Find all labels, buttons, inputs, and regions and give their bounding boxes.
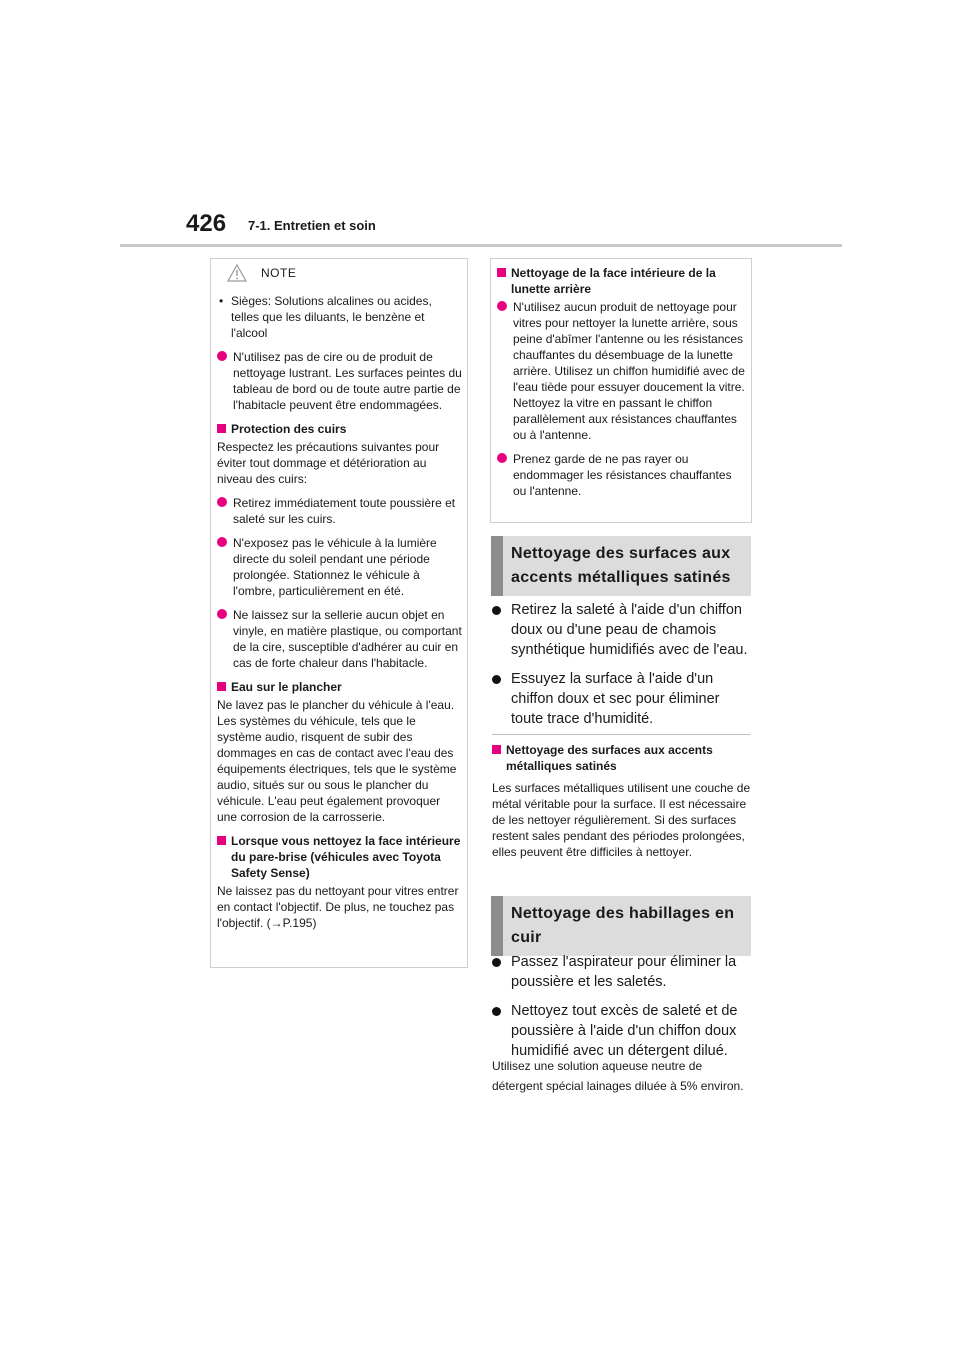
square-bullet-icon xyxy=(492,745,501,754)
note-subheading xyxy=(217,679,463,695)
list-item xyxy=(492,952,754,992)
satin-steps-list xyxy=(492,600,754,738)
list-item xyxy=(492,1001,754,1061)
satin-info-block xyxy=(492,742,752,860)
item-text: Sièges: Solutions alcalines ou acides, telles que les diluants, le benzène et l'alcool xyxy=(231,294,432,340)
circle-bullet-icon xyxy=(217,351,227,361)
step-text: Passez l'aspirateur pour éliminer la poussière et les saletés. xyxy=(511,954,737,990)
dash-bullet-icon: • xyxy=(219,294,224,308)
leather-note: Utilisez une solution aqueuse neutre de détergent spécial lainages diluée à 5% environ. xyxy=(492,1059,744,1093)
list-item xyxy=(492,669,754,729)
item-text: Retirez immédiatement toute poussière et saleté sur les cuirs. xyxy=(233,496,456,526)
note-subheading xyxy=(217,421,463,437)
subheading-text: Lorsque vous nettoyez la face intérieure du pare-brise (véhicules avec Toyota Safety Sense) xyxy=(231,834,461,880)
square-bullet-icon xyxy=(497,268,506,277)
note-paragraph: Ne lavez pas le plancher du véhicule à l'eau. Les systèmes du véhicule, tels que le système audio, risquent de subir des dommages en cas de contact avec l'eau des équipements électriques, tels que le système audio, situés sur ou sous le plancher du véhicule. L'eau peut également provoquer une corrosion de la carrosserie. xyxy=(217,698,457,824)
circle-bullet-icon xyxy=(217,497,227,507)
info-heading xyxy=(492,742,752,774)
note-subheading xyxy=(217,833,463,881)
step-text: Nettoyez tout excès de saleté et de poussière à l'aide d'un chiffon doux humidifié avec un détergent dilué. xyxy=(511,1003,738,1059)
subheading-text: Protection des cuirs xyxy=(231,422,347,436)
note-paragraph: Ne laissez pas du nettoyant pour vitres entrer en contact l'objectif. De plus, ne touchez pas l'objectif. (→P.195) xyxy=(217,884,459,930)
item-text: Ne laissez sur la sellerie aucun objet en vinyle, en matière plastique, ou comportant de la cire, susceptible d'adhérer au cuir en cas de forte chaleur dans l'habitacle. xyxy=(233,608,462,670)
note-bullet-item xyxy=(217,607,463,671)
item-text: N'utilisez aucun produit de nettoyage pour vitres pour nettoyer la lunette arrière, sous peine d'abîmer l'antenne ou les résistances chauffantes du désembuage de la lunette arrière. Utilisez un chiffon humidifié avec de l'eau tiède pour essuyer doucement la vitre. Nettoyez la vitre en passant le chiffon parallèlement aux résistances chauffantes ou à l'antenne. xyxy=(513,300,745,442)
square-bullet-icon xyxy=(217,682,226,691)
list-item xyxy=(492,600,754,660)
note-bullet-item xyxy=(217,495,463,527)
step-text: Essuyez la surface à l'aide d'un chiffon doux et sec pour éliminer toute trace d'humidité. xyxy=(511,671,720,727)
note-header xyxy=(211,259,467,287)
rear-window-note-content xyxy=(497,265,747,507)
square-bullet-icon xyxy=(217,424,226,433)
note-content xyxy=(217,293,463,939)
bullet-icon xyxy=(492,675,501,684)
item-text: Prenez garde de ne pas rayer ou endommager les résistances chauffantes ou l'antenne. xyxy=(513,452,732,498)
info-heading-text: Nettoyage des surfaces aux accents métalliques satinés xyxy=(506,743,713,773)
circle-bullet-icon xyxy=(497,453,507,463)
header-rule xyxy=(120,244,842,247)
circle-bullet-icon xyxy=(217,609,227,619)
bullet-icon xyxy=(492,958,501,967)
note-subheading xyxy=(497,265,747,297)
note-label: NOTE xyxy=(261,266,297,280)
section-title: 7-1. Entretien et soin xyxy=(248,218,376,233)
divider xyxy=(492,734,750,735)
subheading-text: Nettoyage de la face intérieure de la lunette arrière xyxy=(511,266,716,296)
note-bullet-item xyxy=(217,535,463,599)
note-paragraph: Respectez les précautions suivantes pour éviter tout dommage et détérioration au niveau des cuirs: xyxy=(217,440,440,486)
circle-bullet-icon xyxy=(217,537,227,547)
info-text: Les surfaces métalliques utilisent une couche de métal véritable pour la surface. Il est nécessaire de les nettoyer régulièrement. Si des surfaces restent sales pendant des périodes prolongées, elles peuvent être difficiles à nettoyer. xyxy=(492,781,751,859)
bullet-icon xyxy=(492,1007,501,1016)
square-bullet-icon xyxy=(217,836,226,845)
note-box xyxy=(210,258,468,968)
note-dash-item xyxy=(217,293,463,341)
subheading-text: Eau sur le plancher xyxy=(231,680,342,694)
circle-bullet-icon xyxy=(497,301,507,311)
item-text: N'utilisez pas de cire ou de produit de nettoyage lustrant. Les surfaces peintes du tableau de bord ou de toute autre partie de l'habitacle peuvent être endommagées. xyxy=(233,350,462,412)
bullet-icon xyxy=(492,606,501,615)
leather-section-title: Nettoyage des habillages en cuir xyxy=(491,896,751,956)
note-bullet-item xyxy=(497,451,747,499)
rear-window-note-box xyxy=(490,258,752,523)
page-number: 426 xyxy=(186,210,227,237)
note-bullet-item xyxy=(217,349,463,413)
leather-steps-list xyxy=(492,952,754,1070)
note-bullet-item xyxy=(497,299,747,443)
satin-section-title: Nettoyage des surfaces aux accents métalliques satinés xyxy=(491,536,751,596)
warning-icon xyxy=(227,264,247,287)
item-text: N'exposez pas le véhicule à la lumière directe du soleil pendant une période prolongée. Stationnez le véhicule à l'ombre, particulièrement en été. xyxy=(233,536,437,598)
step-text: Retirez la saleté à l'aide d'un chiffon doux ou d'une peau de chamois synthétique humidifiés avec de l'eau. xyxy=(511,602,748,658)
